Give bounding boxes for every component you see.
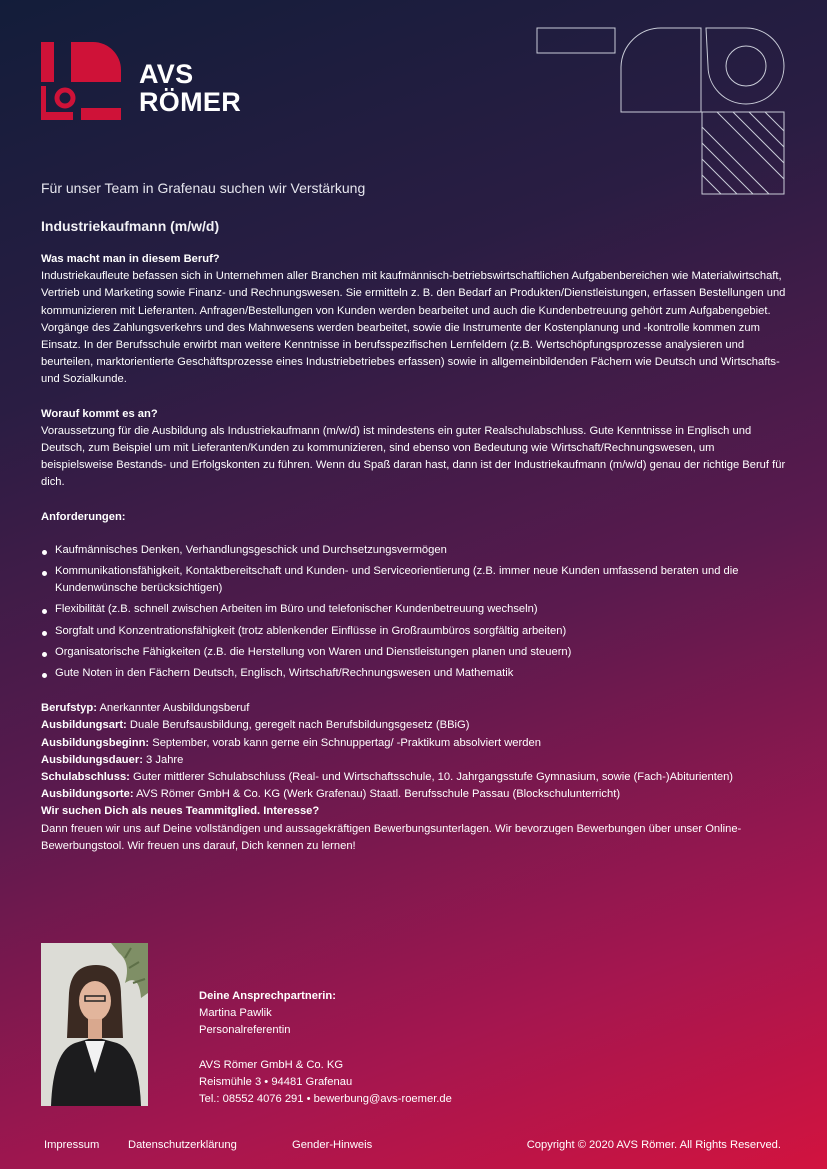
- list-item: Organisatorische Fähigkeiten (z.B. die Herstellung von Waren und Dienstleistungen planen und steuern): [41, 644, 786, 661]
- fact-value: Anerkannter Ausbildungsberuf: [99, 702, 250, 715]
- fact-row: [41, 735, 786, 752]
- list-item: Gute Noten in den Fächern Deutsch, Englisch, Wirtschaft/Rechnungswesen und Mathematik: [41, 665, 786, 682]
- job-description: [41, 251, 786, 855]
- training-facts: [41, 700, 786, 803]
- fact-label: Berufstyp:: [41, 702, 97, 715]
- fact-value: 3 Jahre: [146, 753, 184, 766]
- fact-value: AVS Römer GmbH & Co. KG (Werk Grafenau) Staatl. Berufsschule Passau (Blockschulunterricht): [136, 788, 621, 801]
- contact-role: Personalreferentin: [199, 1024, 291, 1037]
- fact-value: September, vorab kann gerne ein Schnuppertag/ -Praktikum absolviert werden: [152, 736, 541, 749]
- contact-heading: Deine Ansprechpartnerin:: [199, 990, 336, 1002]
- section-tasks: [41, 251, 786, 389]
- fact-label: Ausbildungsart:: [41, 719, 127, 732]
- list-item: Kommunikationsfähigkeit, Kontaktbereitschaft und Kunden- und Serviceorientierung (z.B. immer neue Kunden umfassend beraten und die Kundenwünsche berücksichtigen): [41, 563, 786, 597]
- section-tasks-text: Industriekaufleute befassen sich in Unternehmen aller Branchen mit kaufmännisch-betriebswirtschaftlichen Aufgabenbereichen wie Materialwirtschaft, Vertrieb und Marketing sowie Finanz- und Rechnungswesen. Sie ermitteln z. B. den Bedarf an Produkten/Dienstleistungen, erfassen Bestellungen und kommunizieren mit Lieferanten. Anfragen/Bestellungen von Kunden werden bearbeitet und auch die Kundenbetreuung gehört zum Aufgabengebiet. Vorgänge des Zahlungsverkehrs und des Mahnwesens werden bearbeitet, sowie die Instrumente der Kostenplanung und -kontrolle kommen zum Einsatz. In der Berufsschule erwirbt man weitere Kenntnisse in berufsspezifischen Lernfeldern (z.B. Wertschöpfungsprozesse analysieren und beurteilen, marktorientierte Geschäftsprozesse eines Industriebetriebes erfassen) sowie in allgemeinbildenden Fächern wie Deutsch und Wirtschafts- und Sozialkunde.: [41, 270, 786, 386]
- brand-line-2: RÖMER: [139, 87, 241, 117]
- section-tasks-heading: Was macht man in diesem Beruf?: [41, 253, 220, 265]
- fact-row: [41, 717, 786, 734]
- cta-heading: Wir suchen Dich als neues Teammitglied. Interesse?: [41, 805, 320, 818]
- fact-row: [41, 752, 786, 769]
- fact-label: Schulabschluss:: [41, 771, 130, 784]
- fact-row: [41, 786, 786, 803]
- fact-label: Ausbildungsbeginn:: [41, 736, 150, 749]
- fact-value: Guter mittlerer Schulabschluss (Real- und Wirtschaftsschule, 10. Jahrgangsstufe Gymnasium, sowie (Fach-)Abiturienten): [133, 771, 734, 784]
- list-item: Flexibilität (z.B. schnell zwischen Arbeiten im Büro und telefonischer Kundenbetreuung wechseln): [41, 601, 786, 618]
- contact-photo: [41, 943, 148, 1106]
- section-important-text: Voraussetzung für die Ausbildung als Industriekaufmann (m/w/d) ist mindestens ein guter Realschulabschluss. Gute Kenntnisse in Englisch und Deutsch, zum Beispiel um mit Lieferanten/Kunden zu kommunizieren, sind ebenso von Bedeutung wie Wirtschaft/Rechnungswesen, um beispielsweise Bestands- und Erfolgskonten zu führen. Wenn du Spaß daran hast, dann ist der Industriekaufmann (m/w/d) genau der richtige Beruf für dich.: [41, 424, 786, 489]
- tagline: Für unser Team in Grafenau suchen wir Verstärkung: [41, 180, 366, 196]
- avs-roemer-logo-icon: [41, 42, 121, 120]
- fact-value: Duale Berufsausbildung, geregelt nach Berufsbildungsgesetz (BBiG): [129, 719, 470, 732]
- section-requirements-intro: [41, 406, 786, 492]
- contact-company: AVS Römer GmbH & Co. KG: [199, 1058, 344, 1071]
- footer-copyright: Copyright © 2020 AVS Römer. All Rights Reserved.: [526, 1139, 781, 1151]
- requirements-list: [41, 542, 786, 682]
- footer-link-gender[interactable]: Gender-Hinweis: [292, 1139, 373, 1151]
- contact-photo-illustration: [41, 943, 148, 1106]
- contact-block: [199, 988, 452, 1108]
- list-item: Kaufmännisches Denken, Verhandlungsgeschick und Durchsetzungsvermögen: [41, 542, 786, 559]
- contact-name: Martina Pawlik: [199, 1007, 272, 1020]
- section-important-heading: Worauf kommt es an?: [41, 407, 158, 420]
- requirements-heading: Anforderungen:: [41, 510, 126, 523]
- decorative-outline-graphic: [536, 27, 786, 197]
- fact-label: Ausbildungsdauer:: [41, 753, 143, 766]
- footer-link-impressum[interactable]: Impressum: [44, 1139, 100, 1151]
- contact-address: Reismühle 3 • 94481 Grafenau: [199, 1075, 353, 1088]
- fact-row: [41, 700, 786, 717]
- job-title: Industriekaufmann (m/w/d): [41, 218, 220, 234]
- brand-line-1: AVS: [139, 59, 194, 89]
- brand-name: [139, 60, 241, 116]
- fact-row: [41, 769, 786, 786]
- fact-label: Ausbildungsorte:: [41, 788, 134, 801]
- cta-text: Dann freuen wir uns auf Deine vollständigen und aussagekräftigen Bewerbungsunterlagen. Wir bevorzugen Bewerbungen über unser Online-Bewerbungstool. Wir freuen uns darauf, Dich kennen zu lernen!: [41, 822, 742, 852]
- contact-phone-email[interactable]: Tel.: 08552 4076 291 • bewerbung@avs-roemer.de: [199, 1093, 452, 1106]
- footer-link-datenschutz[interactable]: Datenschutzerklärung: [128, 1139, 237, 1151]
- list-item: Sorgfalt und Konzentrationsfähigkeit (trotz ablenkender Einflüsse in Großraumbüros sorgfältig arbeiten): [41, 623, 786, 640]
